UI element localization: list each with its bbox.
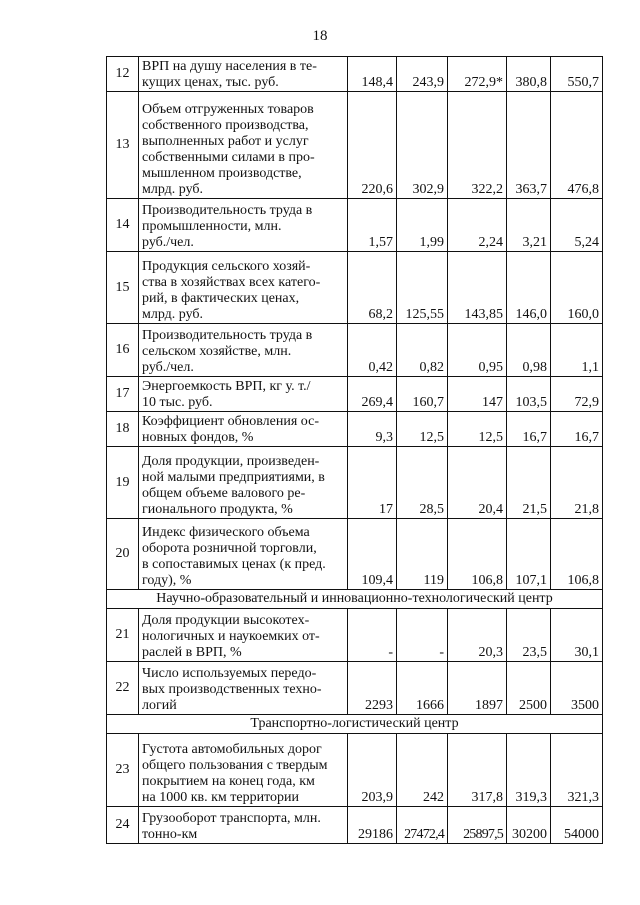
value-cell: 147: [448, 377, 507, 412]
indicator-name: Доля продукции высокотех- нологичных и наукоемких от- раслей в ВРП, %: [139, 609, 348, 662]
indicator-name: Продукция сельского хозяй- ства в хозяйствах всех катего- рий, в фактических ценах, млрд. руб.: [139, 252, 348, 324]
value-cell: 125,55: [397, 252, 448, 324]
value-cell: 21,5: [507, 447, 551, 519]
table-row: [107, 609, 603, 662]
table-row: [107, 447, 603, 519]
value-cell: 30,1: [551, 609, 603, 662]
indicator-name: Производительность труда в промышленности, млн. руб./чел.: [139, 199, 348, 252]
value-cell: 272,9*: [448, 57, 507, 92]
table-row: [107, 734, 603, 807]
section-title: Научно-образовательный и инновационно-технологический центр: [107, 590, 603, 609]
value-cell: 54000: [551, 807, 603, 844]
table-row: [107, 199, 603, 252]
value-cell: 476,8: [551, 92, 603, 199]
indicator-name: Индекс физического объема оборота розничной торговли, в сопоставимых ценах (к пред. году), %: [139, 519, 348, 590]
value-cell: 68,2: [348, 252, 397, 324]
value-cell: 2,24: [448, 199, 507, 252]
row-number: 12: [107, 57, 139, 92]
table-body: [107, 57, 603, 844]
value-cell: 5,24: [551, 199, 603, 252]
indicator-name: Объем отгруженных товаров собственного производства, выполненных работ и услуг собственными силами в про- мышленном производстве, млрд. руб.: [139, 92, 348, 199]
row-number: 19: [107, 447, 139, 519]
value-cell: 119: [397, 519, 448, 590]
value-cell: 3,21: [507, 199, 551, 252]
value-cell: 106,8: [551, 519, 603, 590]
value-cell: 16,7: [507, 412, 551, 447]
indicator-name: Доля продукции, произведен- ной малыми предприятиями, в общем объеме валового ре- гионального продукта, %: [139, 447, 348, 519]
value-cell: 143,85: [448, 252, 507, 324]
value-cell: 269,4: [348, 377, 397, 412]
table-row: [107, 412, 603, 447]
row-number: 14: [107, 199, 139, 252]
value-cell: 12,5: [448, 412, 507, 447]
value-cell: 1,1: [551, 324, 603, 377]
value-cell: 30200: [507, 807, 551, 844]
value-cell: -: [348, 609, 397, 662]
page-number: 18: [312, 28, 328, 44]
value-cell: 28,5: [397, 447, 448, 519]
value-cell: 363,7: [507, 92, 551, 199]
table-row: [107, 377, 603, 412]
table-row: [107, 324, 603, 377]
table-row: [107, 519, 603, 590]
value-cell: 148,4: [348, 57, 397, 92]
table-row: [107, 252, 603, 324]
row-number: 22: [107, 662, 139, 715]
value-cell: 12,5: [397, 412, 448, 447]
value-cell: 220,6: [348, 92, 397, 199]
value-cell: 0,95: [448, 324, 507, 377]
table-row: [107, 57, 603, 92]
indicator-name: ВРП на душу населения в те- кущих ценах, тыс. руб.: [139, 57, 348, 92]
table-row: [107, 92, 603, 199]
value-cell: 322,2: [448, 92, 507, 199]
value-cell: 1,99: [397, 199, 448, 252]
indicator-name: Грузооборот транспорта, млн. тонно-км: [139, 807, 348, 844]
table-row: [107, 807, 603, 844]
value-cell: 0,98: [507, 324, 551, 377]
value-cell: 203,9: [348, 734, 397, 807]
value-cell: 146,0: [507, 252, 551, 324]
row-number: 17: [107, 377, 139, 412]
value-cell: 0,82: [397, 324, 448, 377]
value-cell: 380,8: [507, 57, 551, 92]
value-cell: 25897,5: [448, 807, 507, 844]
value-cell: 29186: [348, 807, 397, 844]
row-number: 24: [107, 807, 139, 844]
value-cell: 72,9: [551, 377, 603, 412]
row-number: 16: [107, 324, 139, 377]
value-cell: 23,5: [507, 609, 551, 662]
indicator-name: Густота автомобильных дорог общего пользования с твердым покрытием на конец года, км на 1000 кв. км территории: [139, 734, 348, 807]
value-cell: 302,9: [397, 92, 448, 199]
value-cell: 317,8: [448, 734, 507, 807]
value-cell: 17: [348, 447, 397, 519]
value-cell: 242: [397, 734, 448, 807]
indicator-name: Коэффициент обновления ос- новных фондов, %: [139, 412, 348, 447]
value-cell: 0,42: [348, 324, 397, 377]
row-number: 21: [107, 609, 139, 662]
section-row: [107, 715, 603, 734]
value-cell: 20,4: [448, 447, 507, 519]
value-cell: 9,3: [348, 412, 397, 447]
indicator-name: Производительность труда в сельском хозяйстве, млн. руб./чел.: [139, 324, 348, 377]
row-number: 13: [107, 92, 139, 199]
value-cell: 243,9: [397, 57, 448, 92]
value-cell: 27472,4: [397, 807, 448, 844]
value-cell: 106,8: [448, 519, 507, 590]
value-cell: 160,7: [397, 377, 448, 412]
section-row: [107, 590, 603, 609]
row-number: 18: [107, 412, 139, 447]
value-cell: 20,3: [448, 609, 507, 662]
value-cell: 2293: [348, 662, 397, 715]
table-row: [107, 662, 603, 715]
value-cell: 103,5: [507, 377, 551, 412]
value-cell: 107,1: [507, 519, 551, 590]
value-cell: 21,8: [551, 447, 603, 519]
row-number: 20: [107, 519, 139, 590]
row-number: 23: [107, 734, 139, 807]
value-cell: 160,0: [551, 252, 603, 324]
section-title: Транспортно-логистический центр: [107, 715, 603, 734]
value-cell: 1666: [397, 662, 448, 715]
indicator-name: Энергоемкость ВРП, кг у. т./ 10 тыс. руб.: [139, 377, 348, 412]
row-number: 15: [107, 252, 139, 324]
value-cell: -: [397, 609, 448, 662]
value-cell: 550,7: [551, 57, 603, 92]
value-cell: 1897: [448, 662, 507, 715]
value-cell: 3500: [551, 662, 603, 715]
value-cell: 319,3: [507, 734, 551, 807]
value-cell: 2500: [507, 662, 551, 715]
indicators-table: [106, 56, 603, 844]
value-cell: 321,3: [551, 734, 603, 807]
value-cell: 16,7: [551, 412, 603, 447]
value-cell: 109,4: [348, 519, 397, 590]
indicator-name: Число используемых передо- вых производственных техно- логий: [139, 662, 348, 715]
value-cell: 1,57: [348, 199, 397, 252]
